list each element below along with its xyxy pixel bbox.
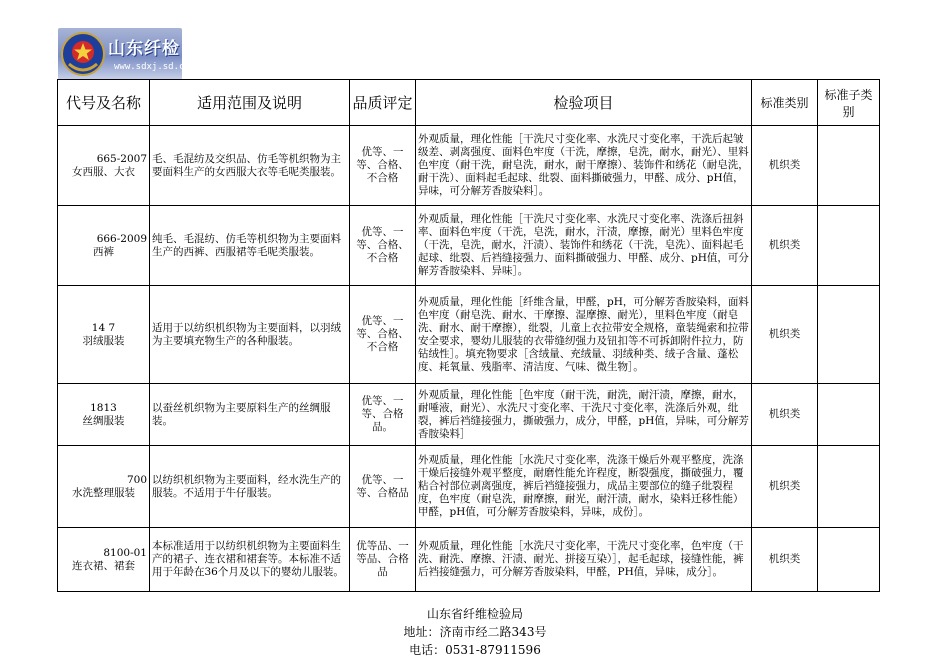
grade-cell: 优等、一等、合格、不合格 [350, 206, 416, 286]
grade-cell: 优等品、一等品、合格品 [350, 528, 416, 592]
header-subcategory: 标准子类别 [818, 80, 880, 126]
product-name: 连衣裙、裙套 [72, 559, 135, 572]
subcategory-cell [818, 446, 880, 528]
items-cell: 外观质量，理化性能［水洗尺寸变化率，干洗尺寸变化率，色牢度（干洗、耐洗、摩擦、汗渍、耐光、拼接互染）］，起毛起球，接缝性能，裤后裆接缝强力，可分解芳香胺染料，甲醛，PH值，异味，成分］。 [416, 528, 752, 592]
subcategory-cell [818, 528, 880, 592]
category-cell: 机织类 [752, 528, 818, 592]
standard-code: 14 7 [91, 321, 116, 334]
header-category: 标准类别 [752, 80, 818, 126]
header-grade: 品质评定 [350, 80, 416, 126]
code-cell [58, 206, 150, 286]
header-items: 检验项目 [416, 80, 752, 126]
header-code-name: 代号及名称 [58, 80, 150, 126]
table-row [58, 528, 880, 592]
product-name: 女西服、大衣 [72, 165, 135, 178]
header-row [58, 80, 880, 126]
product-name: 水洗整理服装 [72, 486, 135, 499]
subcategory-cell [818, 206, 880, 286]
scope-cell: 以纺织机织物为主要面料，经水洗生产的服装。不适用于牛仔服装。 [150, 446, 350, 528]
product-name: 丝绸服装 [82, 414, 125, 427]
subcategory-cell [818, 384, 880, 446]
emblem-icon [60, 30, 106, 78]
items-cell: 外观质量，理化性能［纤维含量，甲醛，pH，可分解芳香胺染料，面料色牢度（耐皂洗、耐水、干摩擦、湿摩擦、耐光），里料色牢度（耐皂洗、耐水、耐干摩擦），纰裂，儿童上衣拉带安全规格，童装绳索和拉带安全要求，婴幼儿服装的衣带缝纫强力及钮扣等不可拆卸附件拉力，防钻绒性］。填充物要求［含绒量、充绒量、羽绒种类、绒子含量、蓬松度、耗氧量、残脂率、清洁度、气味、微生物］。 [416, 286, 752, 384]
footer-address: 地址：济南市经二路343号 [403, 625, 547, 639]
product-name: 西裤 [93, 245, 114, 258]
code-cell [58, 286, 150, 384]
standards-table [57, 79, 880, 592]
items-cell: 外观质量，理化性能［水洗尺寸变化率，洗涤干燥后外观平整度，洗涤干燥后接缝外观平整度，耐磨性能允许程度，断裂强度，撕破强力，覆粘合衬部位剥离强度，裤后裆缝接强力，成品主要部位的缝子纰裂程度，色牢度（耐皂洗，耐摩擦，耐光，耐汗渍，耐水，染料迁移性能）甲醛，pH值，可分解芳香胺染料，异味，成份］。 [416, 446, 752, 528]
standard-code: 1813 [90, 401, 117, 414]
standard-code: 8100-01 [103, 546, 147, 559]
table-row [58, 446, 880, 528]
table-row [58, 126, 880, 206]
footer-org: 山东省纤维检验局 [426, 607, 523, 621]
category-cell: 机织类 [752, 286, 818, 384]
table-row [58, 286, 880, 384]
grade-cell: 优等、一等、合格品 [350, 446, 416, 528]
logo-title: 山东纤检 [108, 39, 180, 59]
product-name: 羽绒服装 [82, 334, 125, 347]
items-cell: 外观质量，理化性能［色牢度（耐干洗，耐洗，耐汗渍，摩擦，耐水，耐唾液，耐光）、水洗尺寸变化率、干洗尺寸变化率，洗涤后外观，纰裂，裤后裆缝接强力，撕破强力，成分，甲醛，pH值，异味，可分解芳香胺染料］ [416, 384, 752, 446]
items-cell: 外观质量，理化性能［干洗尺寸变化率、水洗尺寸变化率，干洗后起皱级差、剥离强度、面料色牢度（干洗，摩擦，皂洗，耐水，耐光）、里料色牢度（耐干洗，耐皂洗，耐水，耐干摩擦）、装饰件和绣花（耐皂洗，耐干洗）、面料起毛起球、纰裂、面料撕破强力，甲醛、成分、pH值，异味，可分解芳香胺染料］。 [416, 126, 752, 206]
scope-cell: 适用于以纺织机织物为主要面料，以羽绒为主要填充物生产的各种服装。 [150, 286, 350, 384]
standard-code: 665-2007 [96, 152, 147, 165]
footer-phone: 电话：0531-87911596 [409, 643, 541, 657]
items-cell: 外观质量，理化性能［干洗尺寸变化率、水洗尺寸变化率、洗涤后扭斜率、面料色牢度（干洗，皂洗，耐水，汗渍，摩擦，耐光）里料色牢度（干洗，皂洗，耐水，汗渍）、装饰件和绣花（干洗，皂洗）、面料起毛起球、纰裂、后裆缝接强力、面料撕破强力、甲醛、成分、pH值，可分解芳香胺染料、异味］。 [416, 206, 752, 286]
scope-cell: 纯毛、毛混纺、仿毛等机织物为主要面料生产的西裤、西服裙等毛呢类服装。 [150, 206, 350, 286]
code-cell [58, 126, 150, 206]
code-cell [58, 384, 150, 446]
scope-cell: 本标准适用于以纺织机织物为主要面料生产的裙子、连衣裙和裙套等。本标准不适用于年龄在36个月及以下的婴幼儿服装。 [150, 528, 350, 592]
category-cell: 机织类 [752, 384, 818, 446]
table-row [58, 384, 880, 446]
scope-cell: 以蚕丝机织物为主要原料生产的丝绸服装。 [150, 384, 350, 446]
grade-cell: 优等、一等、合格品。 [350, 384, 416, 446]
standard-code: 700 [126, 473, 147, 486]
category-cell: 机织类 [752, 126, 818, 206]
table-row [58, 206, 880, 286]
category-cell: 机织类 [752, 206, 818, 286]
code-cell [58, 528, 150, 592]
standard-code: 666-2009 [96, 232, 147, 245]
grade-cell: 优等、一等、合格、不合格 [350, 286, 416, 384]
grade-cell: 优等、一等、合格、不合格 [350, 126, 416, 206]
logo-url: www.sdxj.sd.cn [114, 62, 190, 72]
subcategory-cell [818, 286, 880, 384]
category-cell: 机织类 [752, 446, 818, 528]
subcategory-cell [818, 126, 880, 206]
code-cell [58, 446, 150, 528]
header-scope: 适用范围及说明 [150, 80, 350, 126]
scope-cell: 毛、毛混纺及交织品、仿毛等机织物为主要面料生产的女西服大衣等毛呢类服装。 [150, 126, 350, 206]
logo [58, 28, 190, 80]
